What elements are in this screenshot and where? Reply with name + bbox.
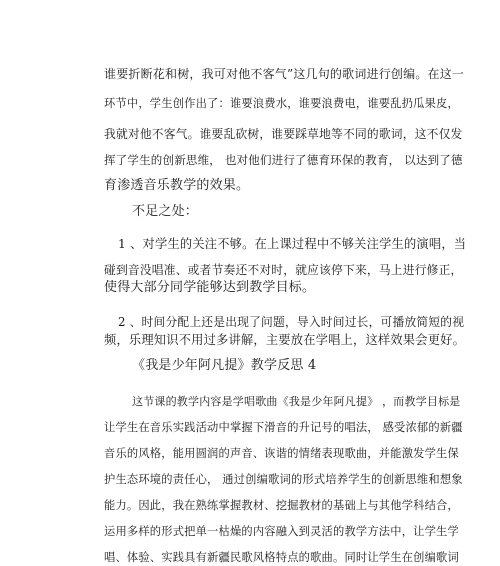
list-item-line: 碰到音没唱准、或者节奏还不对时，就应该停下来，马上进行修正， [104,263,463,277]
section-heading: 不足之处： [132,204,199,219]
list-item-line: 使得大部分同学能够达到教学目标。 [104,280,316,295]
list-item-line: 1 、对学生的关注不够。在上课过程中不够关注学生的演唱，当 [118,237,467,251]
paragraph-line: 运用多样的形式把单一枯燥的内容融入到灵活的教学方法中，让学生学 [104,525,459,538]
paragraph-line: 这节课的教学内容是学唱歌曲《我是少年阿凡提》 ，而教学目标是 [132,395,461,408]
paragraph-line: 能力。因此，我在熟练掌握教材、挖掘教材的基础上与其他学科结合， [104,499,459,512]
paragraph-line: 环节中，学生创作出了：谁要浪费水，谁要浪费电，谁要乱扔瓜果皮， [104,97,459,110]
list-item-line: 2 、时间分配上还是出现了问题，导入时间过长，可播放简短的视 [118,315,465,329]
paragraph-line: 音乐的风格，能用圆润的声音、诙谐的情绪表现歌曲，并能激发学生保 [104,447,459,460]
section-title: 《我是少年阿凡提》教学反思 4 [132,358,317,373]
paragraph-line: 育渗透音乐教学的效果。 [104,178,250,193]
paragraph-line: 谁要折断花和树，我可对他不客气”这几句的歌词进行创编。在这一 [104,67,465,81]
paragraph-line: 我就对他不客气。谁要乱砍树，谁要踩草地等不同的歌词，这不仅发 [104,127,463,141]
list-item-line: 频，乐理知识不用过多讲解，主要放在学唱上，这样效果会更好。 [104,333,466,347]
paragraph-line: 唱、体验、实践具有新疆民歌风格特点的歌曲。同时让学生在创编歌词 [104,551,459,564]
paragraph-line: 护生态环境的责任心， 通过创编歌词的形式培养学生的创新思维和想象 [104,473,463,486]
paragraph-line: 挥了学生的创新思维， 也对他们进行了德育环保的教育， 以达到了德 [104,153,463,167]
paragraph-line: 让学生在音乐实践活动中掌握下滑音的升记号的唱法， 感受浓郁的新疆 [104,421,463,434]
